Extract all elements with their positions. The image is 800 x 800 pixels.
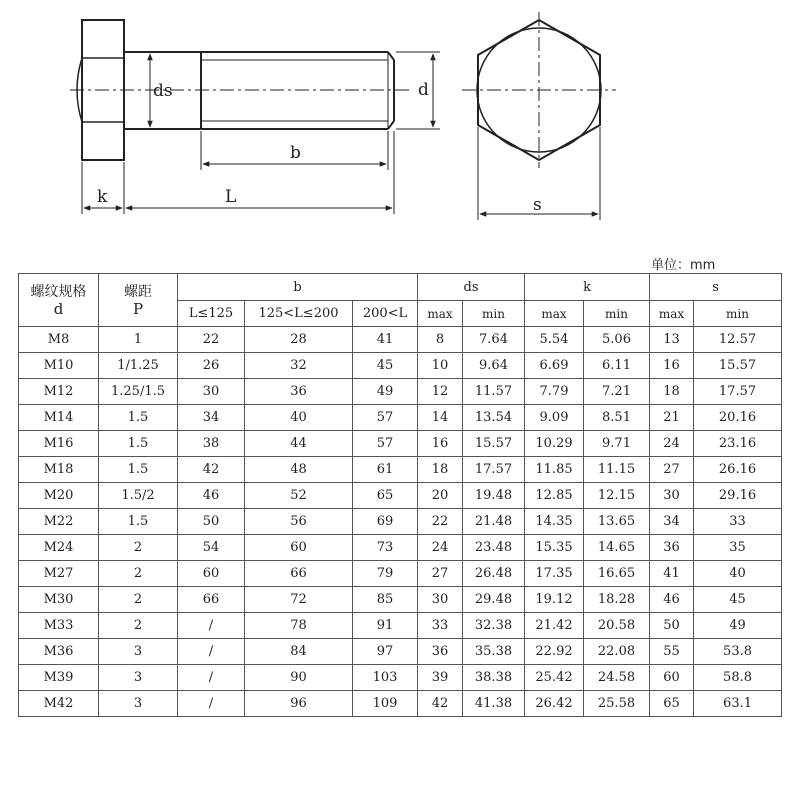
header-ds-max: max (418, 301, 463, 327)
header-b-gt200: 200<L (353, 301, 418, 327)
dimension-lines (82, 52, 440, 214)
table-cell: 23.48 (463, 535, 525, 561)
table-cell: 66 (245, 561, 353, 587)
table-cell: 41 (353, 327, 418, 353)
header-pitch: 螺距 P (99, 274, 178, 327)
table-cell: 50 (650, 613, 694, 639)
table-row (19, 613, 782, 639)
table-cell: 30 (178, 379, 245, 405)
table-cell: / (178, 691, 245, 717)
table-cell: 1.5 (99, 457, 178, 483)
table-cell: 109 (353, 691, 418, 717)
table-cell: M16 (19, 431, 99, 457)
table-cell: 2 (99, 561, 178, 587)
header-k-min: min (584, 301, 650, 327)
table-cell: 29.16 (694, 483, 782, 509)
table-cell: 26.48 (463, 561, 525, 587)
table-body (19, 327, 782, 717)
table-cell: 17.57 (463, 457, 525, 483)
header-k: k (525, 274, 650, 301)
table-cell: 21.42 (525, 613, 584, 639)
table-row (19, 483, 782, 509)
table-cell: 56 (245, 509, 353, 535)
table-cell: 40 (694, 561, 782, 587)
table-cell: 20 (418, 483, 463, 509)
table-cell: M33 (19, 613, 99, 639)
table-cell: 24 (650, 431, 694, 457)
table-cell: 21 (650, 405, 694, 431)
table-cell: 38 (178, 431, 245, 457)
table-cell: 32 (245, 353, 353, 379)
table-cell: 15.57 (463, 431, 525, 457)
table-cell: 3 (99, 639, 178, 665)
table-cell: 30 (650, 483, 694, 509)
table-cell: 63.1 (694, 691, 782, 717)
unit-label: 单位：mm (651, 258, 716, 273)
table-row (19, 431, 782, 457)
table-cell: 13.65 (584, 509, 650, 535)
table-cell: 60 (245, 535, 353, 561)
table-cell: 17.57 (694, 379, 782, 405)
table-cell: 45 (694, 587, 782, 613)
table-cell: 66 (178, 587, 245, 613)
table-cell: 1.5 (99, 405, 178, 431)
table-cell: M36 (19, 639, 99, 665)
header-s: s (650, 274, 782, 301)
table-cell: 11.15 (584, 457, 650, 483)
table-cell: 54 (178, 535, 245, 561)
header-ds: ds (418, 274, 525, 301)
table-cell: 48 (245, 457, 353, 483)
table-row (19, 639, 782, 665)
header-ds-min: min (463, 301, 525, 327)
table-cell: 16 (418, 431, 463, 457)
table-cell: / (178, 665, 245, 691)
table-cell: 11.57 (463, 379, 525, 405)
table-cell: 22 (418, 509, 463, 535)
table-cell: M24 (19, 535, 99, 561)
table-cell: M10 (19, 353, 99, 379)
table-cell: 8 (418, 327, 463, 353)
table-cell: 84 (245, 639, 353, 665)
table-cell: 46 (178, 483, 245, 509)
table-cell: 36 (650, 535, 694, 561)
table-cell: 60 (650, 665, 694, 691)
table-cell: 57 (353, 405, 418, 431)
table-cell: 33 (694, 509, 782, 535)
table-cell: 10 (418, 353, 463, 379)
table-cell: M42 (19, 691, 99, 717)
table-row (19, 457, 782, 483)
table-cell: 39 (418, 665, 463, 691)
table-cell: 103 (353, 665, 418, 691)
table-cell: 36 (418, 639, 463, 665)
table-row (19, 665, 782, 691)
table-cell: 36 (245, 379, 353, 405)
table-cell: 34 (650, 509, 694, 535)
table-cell: 44 (245, 431, 353, 457)
table-cell: 3 (99, 665, 178, 691)
table-cell: 35.38 (463, 639, 525, 665)
table-cell: 85 (353, 587, 418, 613)
table-cell: 26.42 (525, 691, 584, 717)
table-cell: 16 (650, 353, 694, 379)
table-row (19, 379, 782, 405)
label-s: s (533, 195, 542, 215)
table-row (19, 509, 782, 535)
header-b: b (178, 274, 418, 301)
table-row (19, 327, 782, 353)
table-cell: M14 (19, 405, 99, 431)
table-row (19, 691, 782, 717)
table-cell: 25.58 (584, 691, 650, 717)
table-cell: 78 (245, 613, 353, 639)
table-cell: 22.92 (525, 639, 584, 665)
table-cell: 42 (418, 691, 463, 717)
table-cell: 46 (650, 587, 694, 613)
table-cell: 3 (99, 691, 178, 717)
table-cell: 6.69 (525, 353, 584, 379)
table-cell: 90 (245, 665, 353, 691)
label-b: b (290, 143, 301, 163)
table-cell: 6.11 (584, 353, 650, 379)
table-cell: 27 (418, 561, 463, 587)
table-cell: 1 (99, 327, 178, 353)
table-cell: 41.38 (463, 691, 525, 717)
table-cell: 35 (694, 535, 782, 561)
table-cell: M18 (19, 457, 99, 483)
table-row (19, 587, 782, 613)
table-cell: 12.57 (694, 327, 782, 353)
table-cell: 65 (353, 483, 418, 509)
table-cell: M27 (19, 561, 99, 587)
table-cell: 15.57 (694, 353, 782, 379)
table-cell: 26.16 (694, 457, 782, 483)
table-cell: 18.28 (584, 587, 650, 613)
header-thread-spec: 螺纹规格 d (19, 274, 99, 327)
label-k: k (97, 187, 108, 207)
table-cell: 49 (353, 379, 418, 405)
table-cell: 26 (178, 353, 245, 379)
table-cell: M12 (19, 379, 99, 405)
table-cell: 1.25/1.5 (99, 379, 178, 405)
table-row (19, 535, 782, 561)
label-ds: ds (153, 81, 173, 101)
table-cell: 29.48 (463, 587, 525, 613)
table-cell: 72 (245, 587, 353, 613)
table-cell: 20.16 (694, 405, 782, 431)
table-cell: 9.09 (525, 405, 584, 431)
table-cell: 45 (353, 353, 418, 379)
table-cell: 7.21 (584, 379, 650, 405)
table-cell: 1/1.25 (99, 353, 178, 379)
table-cell: M30 (19, 587, 99, 613)
bolt-spec-table (18, 273, 782, 717)
table-cell: 41 (650, 561, 694, 587)
table-cell: 18 (418, 457, 463, 483)
table-cell: 49 (694, 613, 782, 639)
table-cell: 25.42 (525, 665, 584, 691)
table-cell: 24 (418, 535, 463, 561)
table-cell: 15.35 (525, 535, 584, 561)
table-cell: 2 (99, 587, 178, 613)
table-cell: 21.48 (463, 509, 525, 535)
table-row (19, 405, 782, 431)
table-cell: 24.58 (584, 665, 650, 691)
table-cell: 34 (178, 405, 245, 431)
table-cell: 33 (418, 613, 463, 639)
table-cell: 50 (178, 509, 245, 535)
table-cell: 38.38 (463, 665, 525, 691)
table-cell: 17.35 (525, 561, 584, 587)
table-cell: 7.79 (525, 379, 584, 405)
table-cell: 9.71 (584, 431, 650, 457)
table-cell: 1.5 (99, 431, 178, 457)
header-s-min: min (694, 301, 782, 327)
table-cell: 16.65 (584, 561, 650, 587)
label-L: L (225, 187, 237, 207)
table-cell: 13.54 (463, 405, 525, 431)
table-cell: 2 (99, 535, 178, 561)
table-cell: 28 (245, 327, 353, 353)
table-cell: 22 (178, 327, 245, 353)
table-cell: 19.48 (463, 483, 525, 509)
table-cell: 91 (353, 613, 418, 639)
table-cell: 18 (650, 379, 694, 405)
table-cell: / (178, 639, 245, 665)
table-cell: 9.64 (463, 353, 525, 379)
table-cell: M39 (19, 665, 99, 691)
table-cell: 5.54 (525, 327, 584, 353)
table-cell: 58.8 (694, 665, 782, 691)
table-cell: 61 (353, 457, 418, 483)
table-cell: 11.85 (525, 457, 584, 483)
header-b-125-200: 125<L≤200 (245, 301, 353, 327)
header-s-max: max (650, 301, 694, 327)
table-cell: 27 (650, 457, 694, 483)
table-cell: 96 (245, 691, 353, 717)
table-cell: 23.16 (694, 431, 782, 457)
table-cell: 79 (353, 561, 418, 587)
table-cell: 12.85 (525, 483, 584, 509)
table-cell: 5.06 (584, 327, 650, 353)
table-cell: 97 (353, 639, 418, 665)
table-cell: 52 (245, 483, 353, 509)
table-cell: 12.15 (584, 483, 650, 509)
table-cell: 40 (245, 405, 353, 431)
table-cell: M20 (19, 483, 99, 509)
bolt-drawing (0, 0, 800, 250)
table-cell: 14.35 (525, 509, 584, 535)
table-cell: 65 (650, 691, 694, 717)
table-cell: 1.5 (99, 509, 178, 535)
table-cell: 1.5/2 (99, 483, 178, 509)
table-cell: 55 (650, 639, 694, 665)
table-cell: 22.08 (584, 639, 650, 665)
table-cell: / (178, 613, 245, 639)
table-cell: 42 (178, 457, 245, 483)
table-row (19, 561, 782, 587)
table-cell: 12 (418, 379, 463, 405)
table-cell: 20.58 (584, 613, 650, 639)
table-cell: 69 (353, 509, 418, 535)
table-cell: 53.8 (694, 639, 782, 665)
table-cell: 14 (418, 405, 463, 431)
header-k-max: max (525, 301, 584, 327)
table-cell: 8.51 (584, 405, 650, 431)
table-cell: 14.65 (584, 535, 650, 561)
table-cell: 13 (650, 327, 694, 353)
header-b-le125: L≤125 (178, 301, 245, 327)
table-cell: 10.29 (525, 431, 584, 457)
table-cell: 60 (178, 561, 245, 587)
table-row (19, 353, 782, 379)
table-cell: 32.38 (463, 613, 525, 639)
table-cell: 19.12 (525, 587, 584, 613)
table-cell: 57 (353, 431, 418, 457)
table-cell: 73 (353, 535, 418, 561)
table-cell: 2 (99, 613, 178, 639)
label-d: d (418, 80, 429, 100)
table-cell: 30 (418, 587, 463, 613)
table-cell: M22 (19, 509, 99, 535)
table-cell: 7.64 (463, 327, 525, 353)
table-cell: M8 (19, 327, 99, 353)
